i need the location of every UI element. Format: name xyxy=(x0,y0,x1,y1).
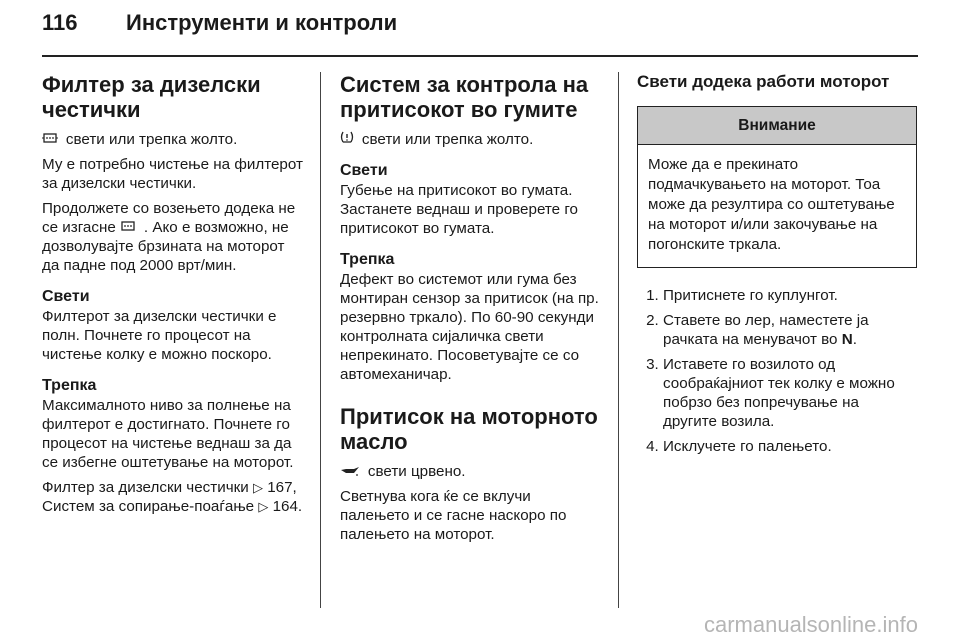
gear-neutral-label: N xyxy=(841,331,853,348)
header-rule xyxy=(42,55,918,57)
steps-list xyxy=(637,286,917,456)
step-item: 4. Исклучете го палењето. xyxy=(663,437,917,456)
tpms-sveti-text: Губење на притисокот во гумата. Застанете веднаш и проверете го притисокот во гумата. xyxy=(340,182,578,237)
column-divider-1 xyxy=(320,72,321,608)
oil-pressure-icon xyxy=(340,463,364,479)
column-dpf xyxy=(42,72,304,522)
column-engine-running xyxy=(637,72,917,462)
warning-title: Внимание xyxy=(638,107,916,145)
dpf-ref-b[interactable]: 167, Систем за сопирање-поаѓање xyxy=(42,479,297,515)
section-title-engine-running: Свети додека работи моторот xyxy=(637,72,890,91)
page-reference-icon: ▷ xyxy=(252,480,263,495)
column-tpms xyxy=(340,72,602,550)
warning-box xyxy=(637,106,917,268)
tpms-heading-trepka: Трепка xyxy=(340,251,395,268)
step-2-text: Ставете во лер, наместете ја рачката на менувачот во xyxy=(663,312,869,348)
tire-pressure-icon xyxy=(340,131,358,147)
dpf-heading-trepka: Трепка xyxy=(42,377,97,394)
oil-indicator-line xyxy=(340,462,602,481)
dpf-paragraph-2 xyxy=(42,199,304,275)
dpf-paragraph-2-start: Продолжете со возењето додека не се изгасне xyxy=(42,200,296,236)
tpms-heading-sveti: Свети xyxy=(340,162,388,179)
step-item xyxy=(663,311,917,349)
step-item: 1. Притиснете го куплунгот. xyxy=(663,286,917,305)
page-reference-icon: ▷ xyxy=(258,499,269,514)
dpf-heading-sveti: Свети xyxy=(42,288,90,305)
page-number: 116 xyxy=(42,10,78,35)
dpf-warning-icon xyxy=(42,131,62,147)
step-2-period: . xyxy=(852,331,857,348)
dpf-sveti-text: Филтерот за дизелски честички е полн. Почнете го процесот на чистење колку е можно поскоро. xyxy=(42,308,277,363)
warning-text: Може да е прекинато подмачкувањето на моторот. Тоа може да резултира со оштетување на моторот и/или закочување на погонските тркала. xyxy=(648,156,895,253)
dpf-ref-c[interactable]: 164. xyxy=(272,498,303,515)
tpms-trepka-text: Дефект во системот или гума без монтиран сензор за притисок (на пр. резервно тркало). По 60-90 секунди контролната сијаличка свети непрекинато. Посоветувајте се со автомеханичар. xyxy=(340,271,599,383)
tpms-indicator-text: свети или трепка жолто. xyxy=(361,131,534,148)
dpf-warning-icon xyxy=(120,219,140,235)
dpf-paragraph-2-end: . Ако е возможно, не дозволувајте брзината на моторот да падне под 2000 врт/мин. xyxy=(42,219,289,274)
section-title-tpms: Систем за контрола на притисокот во гумите xyxy=(340,72,589,122)
dpf-indicator-line xyxy=(42,130,304,149)
step-item: 3. Иставете го возилото од сообраќајниот тек колку е можно побрзо без попречување на другите возила. xyxy=(663,355,917,431)
dpf-trepka-text: Максималното ниво за полнење на филтерот е достигнато. Почнете го процесот на чистење веднаш за да се избегне оштетување на моторот. xyxy=(42,397,294,471)
column-divider-2 xyxy=(618,72,619,608)
oil-text: Светнува кога ќе се вклучи палењето и се гасне наскоро по палењето на моторот. xyxy=(340,488,567,543)
section-title-dpf: Филтер за дизелски честички xyxy=(42,72,261,122)
dpf-indicator-text: свети или трепка жолто. xyxy=(65,131,238,148)
page-header xyxy=(42,6,918,46)
section-title-oil: Притисок на моторното масло xyxy=(340,404,598,454)
oil-indicator-text: свети црвено. xyxy=(367,463,466,480)
dpf-paragraph-1: Му е потребно чистење на филтерот за дизелски честички. xyxy=(42,156,303,192)
dpf-references xyxy=(42,478,304,516)
watermark: carmanualsonline.info xyxy=(703,612,918,637)
tpms-indicator-line xyxy=(340,130,602,149)
dpf-ref-a: Филтер за дизелски честички xyxy=(42,479,249,496)
chapter-title: Инструменти и контроли xyxy=(126,10,398,35)
